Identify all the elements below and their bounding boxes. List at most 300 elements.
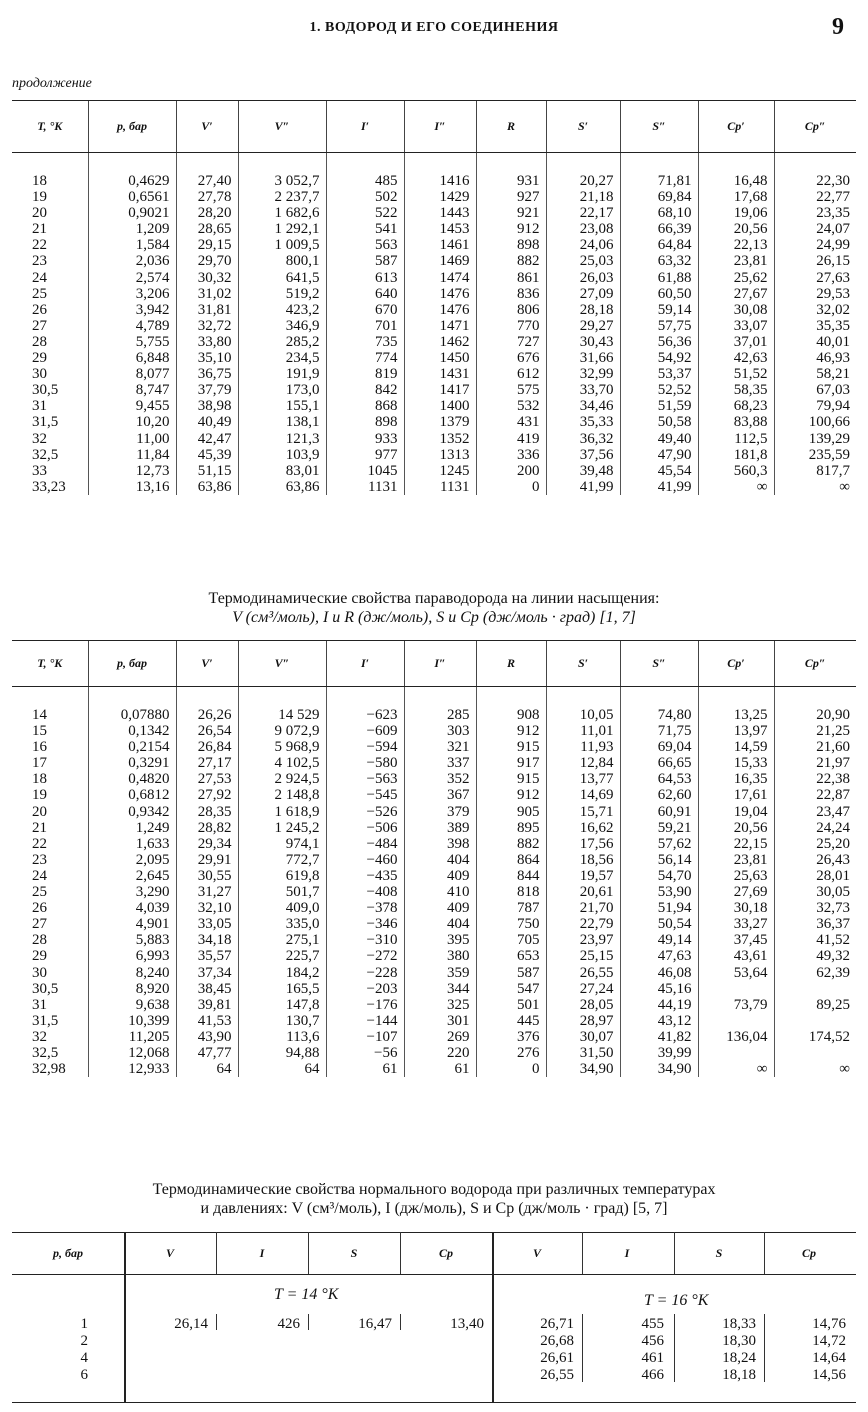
table-cell: 94,88	[238, 1045, 326, 1061]
table-row	[12, 1029, 856, 1045]
table-cell: 1 009,5	[238, 237, 326, 253]
table-cell	[698, 1045, 774, 1061]
column-header: Cp″	[774, 641, 856, 687]
table-cell: 380	[404, 948, 476, 964]
table-cell: 25,63	[698, 868, 774, 884]
temperature-label: T = 16 °K	[644, 1292, 709, 1309]
table-cell: 43,61	[698, 948, 774, 964]
table-cell: 41,99	[620, 479, 698, 495]
table-cell: 27,78	[176, 189, 238, 205]
table-cell: 37,34	[176, 965, 238, 981]
column-header: p, бар	[88, 101, 176, 153]
table-cell: 103,9	[238, 447, 326, 463]
table-cell: 43,90	[176, 1029, 238, 1045]
table-cell: 30,5	[32, 980, 59, 997]
column-header: Cp′	[698, 101, 774, 153]
table-cell: 641,5	[238, 270, 326, 286]
table-cell: 138,1	[238, 414, 326, 430]
table-cell: 23,35	[774, 205, 856, 221]
table-cell: 58,21	[774, 366, 856, 382]
table-cell: 22,13	[698, 237, 774, 253]
table-cell: 11,93	[546, 739, 620, 755]
table-cell: 50,54	[620, 916, 698, 932]
table-cell: 1462	[404, 334, 476, 350]
column-header: Cp	[801, 1246, 816, 1260]
table-cell: 16,48	[698, 173, 774, 189]
table-cell: −272	[326, 948, 404, 964]
table-cell: 62,60	[620, 787, 698, 803]
table-cell: 861	[476, 270, 546, 286]
table-cell: 21,60	[774, 739, 856, 755]
table-cell	[774, 1013, 856, 1029]
table-cell: 1476	[404, 286, 476, 302]
table-cell: 26,03	[546, 270, 620, 286]
table-cell: 112,5	[698, 431, 774, 447]
table-cell: 29	[32, 350, 47, 367]
table-cell: 0,4629	[88, 173, 176, 189]
table-cell: 613	[326, 270, 404, 286]
table-cell: 19	[32, 189, 47, 206]
column-header: V″	[238, 641, 326, 687]
table-row	[12, 382, 856, 398]
table-cell: 11,00	[88, 431, 176, 447]
table-cell: 27	[32, 317, 47, 334]
table-cell: 12,84	[546, 755, 620, 771]
table-cell: 17,61	[698, 787, 774, 803]
table-cell: 56,36	[620, 334, 698, 350]
table-cell: 1443	[404, 205, 476, 221]
table-cell: 817,7	[774, 463, 856, 479]
table-cell: 34,18	[176, 932, 238, 948]
table3-caption-line1: Термодинамические свойства нормального водорода при различных температурах	[152, 1181, 716, 1198]
table-cell: 1416	[404, 173, 476, 189]
column-header: p, бар	[53, 1246, 83, 1260]
table-cell: 352	[404, 771, 476, 787]
table-cell: 1431	[404, 366, 476, 382]
table-cell: 33,05	[176, 916, 238, 932]
table-cell: 547	[476, 981, 546, 997]
table-row	[12, 479, 856, 495]
table-row	[12, 334, 856, 350]
table-cell: 30,08	[698, 302, 774, 318]
table-cell: 31,50	[546, 1045, 620, 1061]
table-cell: 27	[32, 916, 47, 933]
table-cell	[774, 1045, 856, 1061]
table-cell: 335,0	[238, 916, 326, 932]
table-cell: 34,90	[546, 1061, 620, 1077]
table-cell: 2,574	[88, 270, 176, 286]
table-cell: 818	[476, 884, 546, 900]
table-cell: 25,20	[774, 836, 856, 852]
table-row	[12, 900, 856, 916]
table-cell: 25	[32, 285, 47, 302]
table-cell: 25,03	[546, 253, 620, 269]
table-cell: 933	[326, 431, 404, 447]
table-cell: 54,92	[620, 350, 698, 366]
table-cell: 1131	[326, 479, 404, 495]
table-cell: 49,14	[620, 932, 698, 948]
table-cell: 18,24	[722, 1350, 756, 1366]
page-header	[0, 14, 868, 42]
table-cell: 41,52	[774, 932, 856, 948]
table-cell: 772,7	[238, 852, 326, 868]
table-cell: 735	[326, 334, 404, 350]
table-cell: 917	[476, 755, 546, 771]
table-row	[12, 916, 856, 932]
table-cell: 18,18	[722, 1367, 756, 1383]
table-cell: 20,90	[774, 707, 856, 723]
table-cell: 8,747	[88, 382, 176, 398]
table-cell: 34,46	[546, 398, 620, 414]
table-cell: 67,03	[774, 382, 856, 398]
table-cell: 4,901	[88, 916, 176, 932]
table-cell: 905	[476, 804, 546, 820]
table-cell: 27,92	[176, 787, 238, 803]
table-row	[12, 771, 856, 787]
table-cell: −378	[326, 900, 404, 916]
table-cell: 37,45	[698, 932, 774, 948]
table-cell: 445	[476, 1013, 546, 1029]
table-cell: 20,27	[546, 173, 620, 189]
table-cell: 398	[404, 836, 476, 852]
table-cell: 0,9021	[88, 205, 176, 221]
table-cell: 51,59	[620, 398, 698, 414]
table-parahydrogen-saturation	[12, 640, 856, 1077]
temperature-label: T = 14 °K	[274, 1286, 339, 1303]
table-cell: 0,9342	[88, 804, 176, 820]
table-cell: 33,07	[698, 318, 774, 334]
table-cell: −435	[326, 868, 404, 884]
table-cell: 23	[32, 253, 47, 270]
table-cell: 191,9	[238, 366, 326, 382]
table-cell: 21,70	[546, 900, 620, 916]
table-cell: 139,29	[774, 431, 856, 447]
table-cell: 1429	[404, 189, 476, 205]
table-cell: 24	[32, 867, 47, 884]
table-cell: 32,99	[546, 366, 620, 382]
table-cell: 19,06	[698, 205, 774, 221]
table-cell: 895	[476, 820, 546, 836]
table-row	[12, 350, 856, 366]
table-cell: 27,17	[176, 755, 238, 771]
table-hydrogen-saturation-continued	[12, 100, 856, 495]
table-cell: 173,0	[238, 382, 326, 398]
table-cell: 303	[404, 723, 476, 739]
table-cell: 2 924,5	[238, 771, 326, 787]
table-cell: 113,6	[238, 1029, 326, 1045]
table-cell: 41,82	[620, 1029, 698, 1045]
table-cell: 423,2	[238, 302, 326, 318]
table-cell: 30,07	[546, 1029, 620, 1045]
table-cell: 45,39	[176, 447, 238, 463]
table-cell: 275,1	[238, 932, 326, 948]
table-cell: ∞	[774, 479, 856, 495]
table-cell: 560,3	[698, 463, 774, 479]
column-header: I′	[326, 101, 404, 153]
table-cell: 74,80	[620, 707, 698, 723]
table-cell: 1 245,2	[238, 820, 326, 836]
table-cell: 61,88	[620, 270, 698, 286]
table3-caption-line2: и давлениях: V (см³/моль), I (дж/моль), S и Cp (дж/моль · град) [5, 7]	[200, 1200, 668, 1217]
table-cell: 8,920	[88, 981, 176, 997]
table-cell: 461	[641, 1350, 664, 1366]
table-cell: 28,35	[176, 804, 238, 820]
table-cell: 404	[404, 852, 476, 868]
table-cell: 57,62	[620, 836, 698, 852]
column-header: S′	[546, 641, 620, 687]
table-row	[12, 318, 856, 334]
table-cell: 225,7	[238, 948, 326, 964]
table-cell: 47,63	[620, 948, 698, 964]
table-cell: −563	[326, 771, 404, 787]
table-cell: 3 052,7	[238, 173, 326, 189]
table-cell: 21	[32, 221, 47, 238]
table-normal-hydrogen	[12, 1232, 856, 1402]
table-cell: 285,2	[238, 334, 326, 350]
table-cell: 58,35	[698, 382, 774, 398]
table-cell: 36,37	[774, 916, 856, 932]
table2-caption-line2: V (см³/моль), I и R (дж/моль), S и Cp (дж/моль · град) [1, 7]	[232, 609, 636, 626]
table-cell: −107	[326, 1029, 404, 1045]
table-cell: 79,94	[774, 398, 856, 414]
table-cell: 11,84	[88, 447, 176, 463]
table-cell: 1 682,6	[238, 205, 326, 221]
table-cell: 2 148,8	[238, 787, 326, 803]
table-cell: 0,07880	[88, 707, 176, 723]
column-header: I	[624, 1246, 630, 1260]
table-cell: 35,35	[774, 318, 856, 334]
column-header: Cp″	[774, 101, 856, 153]
table-cell: 1,584	[88, 237, 176, 253]
table-cell: 59,14	[620, 302, 698, 318]
table-cell: 31	[32, 996, 47, 1013]
table-cell: 13,97	[698, 723, 774, 739]
table-cell: 367	[404, 787, 476, 803]
table-cell: 640	[326, 286, 404, 302]
table2-caption	[0, 589, 868, 627]
table-row	[12, 447, 856, 463]
table-cell: 1400	[404, 398, 476, 414]
table-cell: 921	[476, 205, 546, 221]
table-cell: −506	[326, 820, 404, 836]
table-row	[12, 1045, 856, 1061]
table-cell: 21,25	[774, 723, 856, 739]
table-cell: 54,70	[620, 868, 698, 884]
table-cell: 25,62	[698, 270, 774, 286]
table-cell: 38,98	[176, 398, 238, 414]
table-cell: 28,97	[546, 1013, 620, 1029]
table-cell	[774, 981, 856, 997]
column-header: Cp′	[698, 641, 774, 687]
table-cell: 532	[476, 398, 546, 414]
table-cell: 181,8	[698, 447, 774, 463]
page-number: 9	[832, 14, 844, 40]
table-cell: 6,993	[88, 948, 176, 964]
table-cell: 200	[476, 463, 546, 479]
table-cell: 68,23	[698, 398, 774, 414]
table-cell: 34,90	[620, 1061, 698, 1077]
table-cell: 344	[404, 981, 476, 997]
table-cell: 1417	[404, 382, 476, 398]
table-cell: 22,30	[774, 173, 856, 189]
table-cell: 63,32	[620, 253, 698, 269]
table-cell: 29,27	[546, 318, 620, 334]
table-cell: 27,09	[546, 286, 620, 302]
table-cell: 27,67	[698, 286, 774, 302]
table-cell: 64	[176, 1061, 238, 1077]
table-cell: 53,64	[698, 965, 774, 981]
table-cell: 409,0	[238, 900, 326, 916]
table-cell: 41,53	[176, 1013, 238, 1029]
table-cell: 0,6561	[88, 189, 176, 205]
table-cell: 23,08	[546, 221, 620, 237]
table-cell: −56	[326, 1045, 404, 1061]
table-cell: 15	[32, 723, 47, 740]
table-cell: 836	[476, 286, 546, 302]
table-cell: 29,15	[176, 237, 238, 253]
table-cell: 69,04	[620, 739, 698, 755]
table-cell: 819	[326, 366, 404, 382]
table-cell: 32	[32, 430, 47, 447]
table-row	[12, 173, 856, 189]
table-cell: 62,39	[774, 965, 856, 981]
table-cell: 69,84	[620, 189, 698, 205]
table-cell: −526	[326, 804, 404, 820]
table-cell: 51,94	[620, 900, 698, 916]
table-cell: 32,5	[32, 446, 59, 463]
table-cell: 8,240	[88, 965, 176, 981]
table-row	[12, 884, 856, 900]
table-cell: 1 618,9	[238, 804, 326, 820]
table-row	[12, 286, 856, 302]
table-row	[12, 253, 856, 269]
table-cell: 27,53	[176, 771, 238, 787]
table-cell: 26,14	[174, 1316, 208, 1332]
table-cell: 18,56	[546, 852, 620, 868]
table-cell: 522	[326, 205, 404, 221]
table-cell: 22	[32, 835, 47, 852]
table-cell: 32,5	[32, 1044, 59, 1061]
table-cell: 844	[476, 868, 546, 884]
table-cell: 22,79	[546, 916, 620, 932]
table-cell: 587	[326, 253, 404, 269]
table-cell: 28,82	[176, 820, 238, 836]
table-cell: 1453	[404, 221, 476, 237]
table-cell: 47,77	[176, 1045, 238, 1061]
table-row	[12, 237, 856, 253]
table-cell: 26,84	[176, 739, 238, 755]
table-cell: 6,848	[88, 350, 176, 366]
table-cell: 5,883	[88, 932, 176, 948]
table-cell: 806	[476, 302, 546, 318]
table-cell: 30	[32, 366, 47, 383]
table-cell: 24,06	[546, 237, 620, 253]
table-cell: 26,68	[540, 1333, 574, 1349]
table-cell: 24,99	[774, 237, 856, 253]
table-cell: 0,2154	[88, 739, 176, 755]
table-row	[12, 431, 856, 447]
table-cell: 23,81	[698, 253, 774, 269]
pressure-value: 4	[80, 1350, 88, 1366]
table-cell: 14,56	[812, 1367, 846, 1383]
column-header: Cp	[438, 1246, 453, 1260]
table-cell: 705	[476, 932, 546, 948]
column-header: V	[532, 1246, 541, 1260]
table-row	[12, 366, 856, 382]
table-cell: 16,62	[546, 820, 620, 836]
table-cell: 11,205	[88, 1029, 176, 1045]
pressure-value: 1	[80, 1316, 88, 1332]
table-cell: 21,97	[774, 755, 856, 771]
table-cell: 35,57	[176, 948, 238, 964]
table-cell: 31,02	[176, 286, 238, 302]
table-cell: 4,789	[88, 318, 176, 334]
table-cell: 409	[404, 868, 476, 884]
table-cell: 3,206	[88, 286, 176, 302]
table-row	[12, 270, 856, 286]
table-cell: 64,53	[620, 771, 698, 787]
table-row	[12, 852, 856, 868]
table-row	[12, 787, 856, 803]
table-cell: 23,47	[774, 804, 856, 820]
table-cell: 14	[32, 707, 47, 723]
table-cell: 50,58	[620, 414, 698, 430]
table-cell: 1461	[404, 237, 476, 253]
table-cell: 18,33	[722, 1316, 756, 1332]
table-cell: 20,61	[546, 884, 620, 900]
table-cell: 36,75	[176, 366, 238, 382]
table-row	[12, 414, 856, 430]
table-row	[12, 707, 856, 723]
rule	[12, 1402, 856, 1403]
table-cell: 51,15	[176, 463, 238, 479]
continuation-label: продолжение	[12, 76, 92, 91]
table-cell: 22,38	[774, 771, 856, 787]
table-cell: 325	[404, 997, 476, 1013]
table-cell: 32,02	[774, 302, 856, 318]
table-cell: 770	[476, 318, 546, 334]
table-cell: 20	[32, 205, 47, 222]
table-cell: 977	[326, 447, 404, 463]
table-cell: 26,55	[540, 1367, 574, 1383]
table-cell: 26,15	[774, 253, 856, 269]
table-cell: 24,07	[774, 221, 856, 237]
table-row	[12, 189, 856, 205]
table-row	[12, 1061, 856, 1077]
table-cell: 376	[476, 1029, 546, 1045]
table-cell: 670	[326, 302, 404, 318]
table-cell: 1131	[404, 479, 476, 495]
table-cell: 16,47	[358, 1316, 392, 1332]
table-cell: 60,91	[620, 804, 698, 820]
table-cell: 455	[641, 1316, 664, 1332]
table-cell: 64	[238, 1061, 326, 1077]
table-cell: 842	[326, 382, 404, 398]
table-cell: 612	[476, 366, 546, 382]
table-cell: 0,3291	[88, 755, 176, 771]
table-cell: 23	[32, 851, 47, 868]
table-cell: −203	[326, 981, 404, 997]
table-cell: 184,2	[238, 965, 326, 981]
table-cell: −484	[326, 836, 404, 852]
table-cell: 1450	[404, 350, 476, 366]
table-cell: 57,75	[620, 318, 698, 334]
column-header: V	[165, 1246, 174, 1260]
table-cell: 41,99	[546, 479, 620, 495]
table-cell: 220	[404, 1045, 476, 1061]
table-cell: −545	[326, 787, 404, 803]
table-cell: 30,32	[176, 270, 238, 286]
